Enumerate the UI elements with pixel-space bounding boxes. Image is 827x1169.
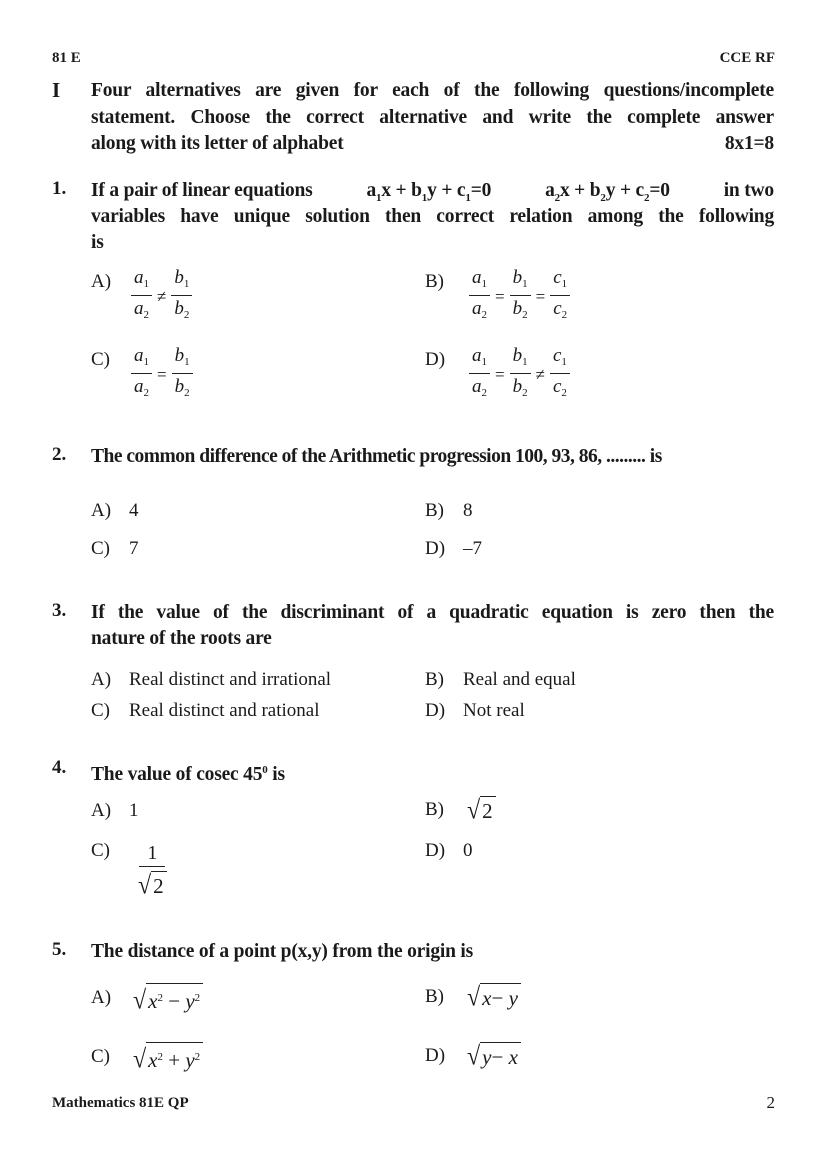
question-2-number: 2.: [52, 444, 67, 465]
section-marks: 8x1=8: [724, 133, 774, 154]
q1-option-c[interactable]: C) $\frac{a_1}{a_2}$ = $\frac{b_1}{b_2}$: [91, 346, 195, 404]
q4-option-b-sqrt: √ 2: [467, 796, 496, 823]
footer-title: Mathematics 81E QP: [52, 1095, 189, 1111]
q1-equation-1: $a_1x + b_1y + c_1=0$: [366, 180, 492, 204]
header-series: CCE RF: [719, 50, 775, 66]
q1-option-c-math: $\frac{a_1}{a_2}$ = $\frac{b_1}{b_2}$: [129, 346, 195, 404]
q1-equation-2: $a_2x + b_2y + c_2=0$: [545, 180, 670, 204]
question-3-line-1: If the value of the discriminant of a quadratic equation is zero then the: [91, 602, 774, 623]
q1-text-suffix: in two: [723, 180, 774, 201]
q3-option-c[interactable]: C) Real distinct and rational: [91, 700, 320, 721]
q3-option-b[interactable]: B) Real and equal: [425, 669, 576, 690]
q2-option-c[interactable]: C) 7: [91, 538, 139, 559]
question-1-number: 1.: [52, 178, 67, 199]
q2-option-a[interactable]: A) 4: [91, 500, 139, 521]
q5-option-c-sqrt: √ $x^2 + y^2$: [133, 1042, 203, 1072]
q5-option-d-sqrt: √ y− x: [467, 1042, 521, 1069]
q2-option-b[interactable]: B) 8: [425, 500, 473, 521]
q4-option-a[interactable]: A) 1: [91, 800, 139, 821]
q1-text-prefix: If a pair of linear equations: [91, 180, 313, 201]
instructions-text: along with its letter of alphabet: [91, 133, 344, 154]
question-5-text: The distance of a point p(x,y) from the origin is: [91, 941, 474, 962]
question-2-text: The common difference of the Arithmetic progression 100, 93, 86, ......... is: [91, 446, 662, 467]
header-code: 81 E: [52, 50, 81, 66]
q5-option-a[interactable]: A) √ $x^2 - y^2$: [91, 983, 203, 1013]
q5-option-b[interactable]: B) √ x− y: [425, 983, 521, 1010]
q4-option-d[interactable]: D) 0: [425, 840, 473, 861]
q5-option-c[interactable]: C) √ $x^2 + y^2$: [91, 1042, 203, 1072]
q2-option-d[interactable]: D) –7: [425, 538, 482, 559]
section-number: I: [52, 78, 61, 102]
q4-option-c-frac: 1 √ 2: [135, 843, 170, 899]
q1-option-b[interactable]: B) $\frac{a_1}{a_2}$ = $\frac{b_1}{b_2}$ = $\frac{c_1}{c_2}$: [425, 268, 572, 326]
question-3-number: 3.: [52, 600, 67, 621]
q3-option-d[interactable]: D) Not real: [425, 700, 525, 721]
q3-option-a[interactable]: A) Real distinct and irrational: [91, 669, 332, 690]
q5-option-b-sqrt: √ x− y: [467, 983, 521, 1010]
q1-option-d-math: $\frac{a_1}{a_2}$ = $\frac{b_1}{b_2}$ ≠ $\frac{c_1}{c_2}$: [467, 346, 572, 404]
q5-option-a-sqrt: √ $x^2 - y^2$: [133, 983, 203, 1013]
section-instructions-line-1: Four alternatives are given for each of the following questions/incomplete: [91, 80, 774, 101]
q1-option-a[interactable]: A) $\frac{a_1}{a_2}$ ≠ $\frac{b_1}{b_2}$: [91, 268, 194, 326]
question-4-text: The value of cosec $45^0$ is: [91, 764, 285, 785]
page-number: 2: [766, 1093, 775, 1112]
section-instructions-line-3: [91, 131, 774, 158]
q4-option-c[interactable]: C) 1 √ 2: [91, 840, 172, 899]
question-3-line-2: nature of the roots are: [91, 628, 272, 649]
q5-option-d[interactable]: D) √ y− x: [425, 1042, 521, 1069]
question-5-number: 5.: [52, 939, 67, 960]
q1-option-a-math: $\frac{a_1}{a_2}$ ≠ $\frac{b_1}{b_2}$: [129, 268, 194, 326]
section-instructions-line-2: statement. Choose the correct alternative and write the complete answer: [91, 106, 774, 128]
question-4-number: 4.: [52, 757, 67, 778]
question-1-line-3: is: [91, 232, 104, 253]
question-1-line-2: variables have unique solution then correct relation among the following: [91, 206, 774, 227]
q1-option-b-math: $\frac{a_1}{a_2}$ = $\frac{b_1}{b_2}$ = $\frac{c_1}{c_2}$: [467, 268, 572, 326]
q1-option-d[interactable]: D) $\frac{a_1}{a_2}$ = $\frac{b_1}{b_2}$ ≠ $\frac{c_1}{c_2}$: [425, 346, 572, 404]
q4-option-b[interactable]: B) √ 2: [425, 796, 496, 823]
